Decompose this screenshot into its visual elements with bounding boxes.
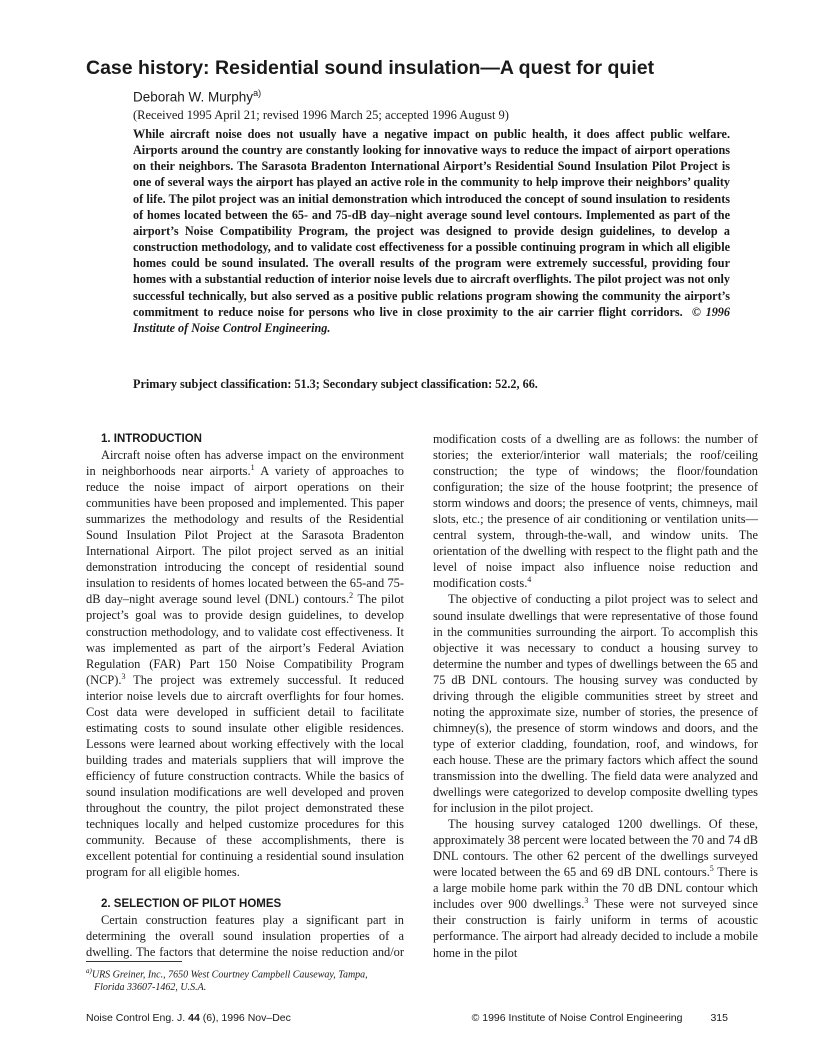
reference-mark: 5 bbox=[709, 864, 714, 874]
section-heading-selection: 2. SELECTION OF PILOT HOMES bbox=[101, 898, 282, 911]
reference-mark: 3 bbox=[584, 896, 589, 906]
footer-copyright: © 1996 Institute of Noise Control Engineering bbox=[471, 1012, 683, 1024]
footer-right bbox=[472, 1012, 728, 1024]
author-affiliation-mark: a) bbox=[253, 88, 262, 98]
journal-citation bbox=[86, 1012, 291, 1024]
introduction-paragraph bbox=[86, 447, 404, 880]
author-name: Deborah W. Murphy bbox=[133, 89, 254, 105]
abstract-copyright: © 1996 Institute of Noise Control Engineering. bbox=[133, 304, 730, 335]
right-column bbox=[433, 431, 758, 961]
journal-name: Noise Control Eng. J. bbox=[86, 1012, 186, 1024]
journal-issue-date: (6), 1996 Nov–Dec bbox=[202, 1012, 291, 1024]
text-run: Aircraft noise often has adverse impact on the environment in neighborhoods near airports. bbox=[86, 448, 404, 479]
text-run: The housing survey cataloged 1200 dwellings. Of these, approximately 38 percent were located between the 70 and 74 dB DNL contours. The other 62 percent of the dwellings surveyed were located between the 65 and 69 dB DNL contours. bbox=[433, 817, 758, 880]
subject-classification: Primary subject classification: 51.3; Secondary subject classification: 52.2, 66. bbox=[133, 377, 538, 391]
abstract-body: While aircraft noise does not usually have a negative impact on public health, it does affect public welfare. Airports around the country are constantly looking for innovative ways to reduce the impact of airport operations on their neighbors. The Sarasota Bradenton International Airport’s Residential Sound Insulation Pilot Project is one of several ways the airport has played an active role in the community to help improve their neighbors’ quality of life. The pilot project was an initial demonstration which introduced the concept of sound insulation to residents of homes located between the 65- and 75-dB day–night average sound level contours. Implemented as part of the airport’s Noise Compatibility Program, the project was designed to provide design guidelines, to develop a construction methodology, and to validate cost effectiveness for a possible continuing program in which all eligible homes could be sound insulated. The overall results of the program were extremely successful, providing four homes with a substantial reduction of interior noise levels due to aircraft overflights. The pilot project was not only successful technically, but also served as a positive public relations program showing the community the airport’s commitment to reduce noise for persons who live in close proximity to the air carrier flight corridors. bbox=[133, 127, 730, 319]
paper-title: Case history: Residential sound insulation—A quest for quiet bbox=[86, 57, 655, 79]
text-run: modification costs of a dwelling are as follows: the number of stories; the exterior/interior wall materials; the roof/ceiling construction; the type of windows; the floor/foundation configuration; the size of the house footprint; the presence of storm windows and doors; the presence of vents, chimneys, mail slots, etc.; the presence of air conditioning or ventilation units—central system, through-the-wall, and window units. The orientation of the dwelling with respect to the flight path and the level of noise impact also influence noise reduction and modification costs. bbox=[433, 432, 758, 591]
text-run: Certain construction features play a significant part in determining the overall sound insulation properties of a dwelling. The factors that determine the noise reduction and/or bbox=[86, 913, 404, 960]
abstract bbox=[133, 126, 730, 336]
journal-volume: 44 bbox=[188, 1012, 200, 1024]
reference-mark: 2 bbox=[349, 591, 354, 601]
reference-mark: 4 bbox=[527, 575, 532, 585]
reference-mark: 1 bbox=[250, 462, 255, 472]
text-run: There is a large mobile home park within the 70 dB DNL contour which includes over 900 dwellings. bbox=[433, 865, 758, 912]
text-run: These were not surveyed since their construction is fairly uniform in terms of acoustic performance. The airport had already decided to include a mobile home in the pilot bbox=[433, 897, 758, 960]
selection-paragraph-1 bbox=[433, 431, 758, 591]
footnote-rule bbox=[86, 961, 182, 962]
selection-paragraph-1 bbox=[86, 912, 404, 960]
reference-mark: 3 bbox=[121, 671, 126, 681]
footnote-line-1: URS Greiner, Inc., 7650 West Courtney Campbell Causeway, Tampa, bbox=[91, 969, 368, 981]
text-run: The pilot project’s goal was to provide design guidelines, to develop construction methodology, and to validate cost effectiveness. It was implemented as part of the airport’s Federal Aviation Regulation (FAR) Part 150 Noise Compatibility Program (NCP). bbox=[86, 592, 404, 687]
page-number: 315 bbox=[710, 1012, 728, 1024]
text-run: A variety of approaches to reduce the noise impact of airport operations on their communities have been proposed and implemented. This paper summarizes the methodology and results of the Residential Sound Insulation Pilot Project at the Sarasota Bradenton International Airport. The pilot project served as an initial demonstration introducing the concept of residential sound insulation to residents of homes located between the 65-and 75-dB day–night average sound level (DNL) contours. bbox=[86, 464, 404, 607]
author-line bbox=[133, 84, 261, 107]
footnote-mark: a) bbox=[86, 967, 92, 975]
received-dates: (Received 1995 April 21; revised 1996 March 25; accepted 1996 August 9) bbox=[133, 108, 509, 122]
selection-paragraph-2: The objective of conducting a pilot project was to select and sound insulate dwellings that were representative of those found in the communities surrounding the airport. To accomplish this objective it was necessary to conduct a housing survey to determine the number and types of dwellings between the 65 and 75 dB DNL contours. The housing survey was conducted by driving through the eligible communities street by street and noting the approximate size, number of stories, the presence of chimney(s), the presence of storm windows and doors, and the type of exterior cladding, foundation, roof, and windows, for each house. These are the primary factors which affect the sound transmission into the dwelling. The field data were analyzed and dwellings were categorized to develop composite dwelling types for inclusion in the pilot project. bbox=[433, 592, 758, 816]
author-affiliation-footnote bbox=[86, 965, 404, 994]
text-run: The project was extremely successful. It reduced interior noise levels due to aircraft overflights for four homes. Cost data were developed in sufficient detail to facilitate estimating costs to sound insulate other eligible residences. Lessons were learned about working effectively with the local building trades and materials suppliers that will improve the efficiency of future construction contracts. While the basics of sound insulation modifications are well developed and proven throughout the country, the pilot project demonstrated these techniques locally and helped customize procedures for this community. Because of these accomplishments, there is excellent potential for continuing a residential sound insulation program for all eligible homes. bbox=[86, 672, 404, 880]
selection-paragraph-3 bbox=[433, 816, 758, 960]
footnote-line-2: Florida 33607-1462, U.S.A. bbox=[94, 982, 207, 994]
left-column bbox=[86, 431, 404, 960]
section-heading-introduction: 1. INTRODUCTION bbox=[101, 433, 202, 445]
